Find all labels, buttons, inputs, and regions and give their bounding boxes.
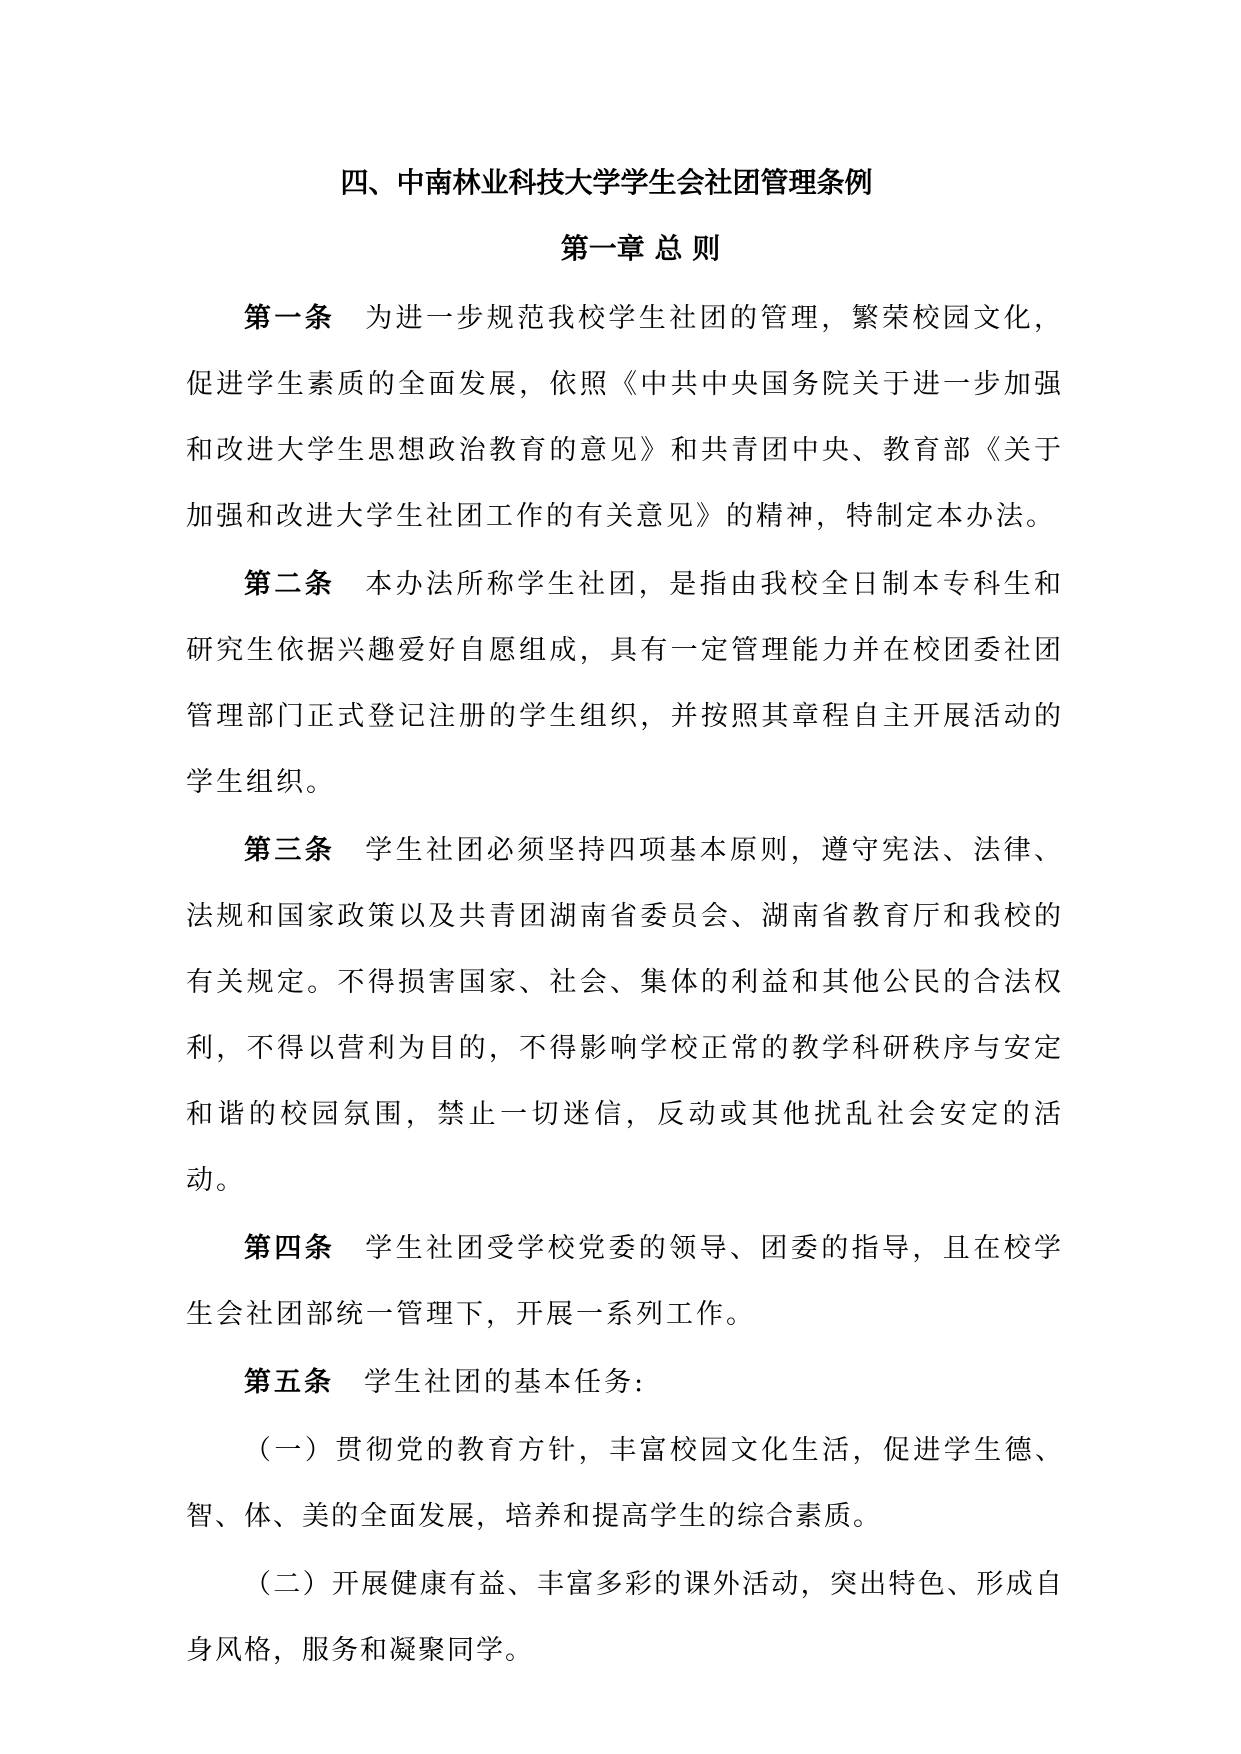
article-5 <box>186 1350 1064 1416</box>
article-label: 第五条 <box>244 1367 334 1398</box>
article-text: 学生社团受学校党委的领导、团委的指导，且在校学生会社团部统一管理下，开展一系列工作。 <box>186 1233 1065 1330</box>
article-2 <box>186 552 1064 816</box>
article-text: 本办法所称学生社团，是指由我校全日制本专科生和研究生依据兴趣爱好自愿组成，具有一定管理能力并在校团委社团管理部门正式登记注册的学生组织，并按照其章程自主开展活动的学生组织。 <box>186 569 1065 798</box>
article-label: 第一条 <box>244 303 336 334</box>
chapter-title: 第一章 总 则 <box>560 232 721 265</box>
article-1 <box>186 286 1064 550</box>
list-item: （一）贯彻党的教育方针，丰富校园文化生活，促进学生德、智、体、美的全面发展，培养和提高学生的综合素质。 <box>186 1435 1064 1532</box>
article-label: 第三条 <box>244 835 336 866</box>
article-text: 学生社团必须坚持四项基本原则，遵守宪法、法律、法规和国家政策以及共青团湖南省委员会、湖南省教育厅和我校的有关规定。不得损害国家、社会、集体的利益和其他公民的合法权利，不得以营利为目的，不得影响学校正常的教学科研秩序与安定和谐的校园氛围，禁止一切迷信，反动或其他扰乱社会安定的活动。 <box>186 835 1065 1196</box>
article-label: 第四条 <box>244 1233 336 1264</box>
article-3 <box>186 818 1064 1214</box>
document-title: 四、中南林业科技大学学生会社团管理条例 <box>340 166 873 199</box>
article-text: 学生社团的基本任务: <box>364 1367 647 1398</box>
article-label: 第二条 <box>244 569 336 600</box>
list-item: （二）开展健康有益、丰富多彩的课外活动，突出特色、形成自身风格，服务和凝聚同学。 <box>186 1569 1064 1666</box>
article-4 <box>186 1216 1064 1348</box>
document-body <box>186 286 1064 1686</box>
article-text: 为进一步规范我校学生社团的管理，繁荣校园文化，促进学生素质的全面发展，依照《中共中央国务院关于进一步加强和改进大学生思想政治教育的意见》和共青团中央、教育部《关于加强和改进大学生社团工作的有关意见》的精神，特制定本办法。 <box>186 303 1065 532</box>
